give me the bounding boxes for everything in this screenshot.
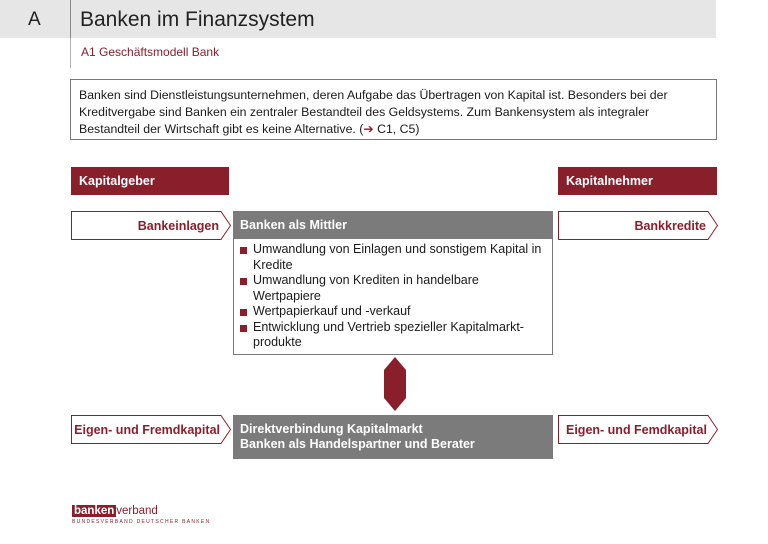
logo-verband-text: verband: [116, 505, 158, 517]
mittler-list-box: [233, 239, 553, 355]
arrow-right-icon: ➔: [363, 122, 374, 136]
list-item: Entwicklung und Vertrieb spezieller Kapitalmarkt-produkte: [240, 320, 546, 351]
mittler-list: [240, 242, 546, 351]
section-letter: A: [28, 9, 41, 30]
eigen-fremdkapital-left-arrow: [71, 415, 231, 444]
list-item: Wertpapierkauf und -verkauf: [240, 304, 546, 320]
eigen-fremdkapital-right-label: Eigen- und Femdkapital: [566, 422, 707, 437]
list-item: Umwandlung von Krediten in handelbare Wertpapiere: [240, 273, 546, 304]
page-subtitle: A1 Geschäftsmodell Bank: [81, 45, 220, 59]
page-title: Banken im Finanzsystem: [80, 8, 315, 31]
square-bullet-icon: [240, 278, 247, 285]
intro-reference: C1, C5): [373, 122, 420, 136]
direktverbindung-box: [233, 415, 553, 459]
bankenverband-logo: [72, 505, 210, 525]
eigen-fremdkapital-left-label: Eigen- und Fremdkapital: [74, 422, 220, 437]
kapitalgeber-bar: Kapitalgeber: [71, 167, 229, 195]
bankkredite-label: Bankkredite: [634, 218, 706, 233]
header-divider: [70, 0, 71, 38]
double-arrow-vertical-icon: [383, 357, 407, 411]
bankkredite-arrow: [558, 211, 718, 240]
eigen-fremdkapital-right-arrow: [558, 415, 718, 444]
direktverbindung-line1: Direktverbindung Kapitalmarkt: [240, 422, 423, 436]
list-item: Umwandlung von Einlagen und sonstigem Kapital in Kredite: [240, 242, 546, 273]
kapitalnehmer-bar: Kapitalnehmer: [558, 167, 717, 195]
logo-bank-text: banken: [74, 505, 115, 517]
square-bullet-icon: [240, 309, 247, 316]
square-bullet-icon: [240, 247, 247, 254]
mittler-header: Banken als Mittler: [233, 211, 553, 239]
logo-subtitle: BUNDESVERBAND DEUTSCHER BANKEN: [72, 519, 211, 525]
intro-text-box: [70, 79, 717, 140]
bankeinlagen-label: Bankeinlagen: [137, 218, 219, 233]
direktverbindung-line2: Banken als Handelspartner und Berater: [240, 437, 475, 451]
bankeinlagen-arrow: [71, 211, 231, 240]
square-bullet-icon: [240, 325, 247, 332]
intro-text: Banken sind Dienstleistungsunternehmen, deren Aufgabe das Übertragen von Kapital ist. Besonders bei der Kreditvergabe sind Banken ein zentraler Bestandteil des Geldsystems. Zum Bankensystem als integraler Bestandteil der Wirtschaft gibt es keine Alternative. (: [79, 88, 668, 136]
title-divider: [70, 38, 71, 68]
